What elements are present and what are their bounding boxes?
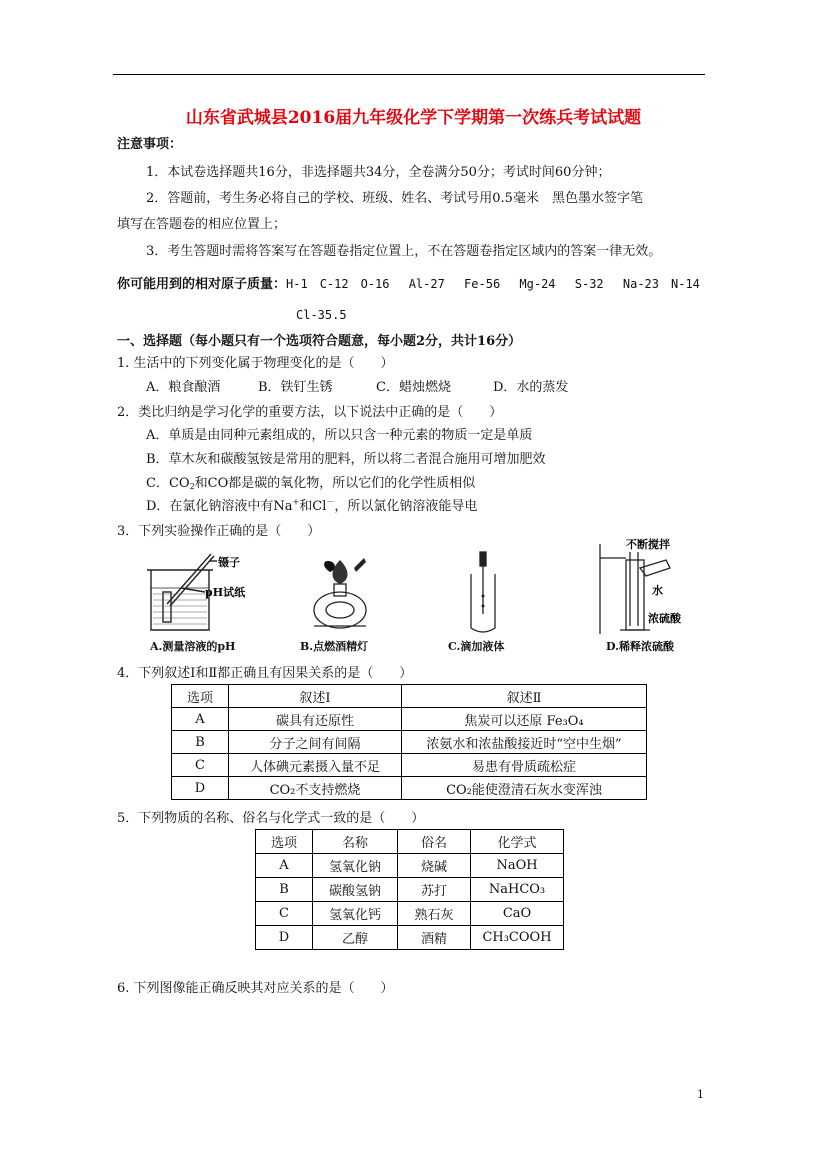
table-header: 选项 bbox=[256, 830, 313, 854]
header-rule bbox=[113, 74, 705, 75]
table-row bbox=[256, 854, 564, 878]
table-row bbox=[172, 777, 647, 800]
q4-table bbox=[171, 684, 647, 800]
table-cell: CaO bbox=[471, 902, 564, 926]
table-header: 俗名 bbox=[398, 830, 471, 854]
q2-d-sup-2: － bbox=[326, 497, 335, 507]
table-cell: A bbox=[172, 708, 229, 731]
section-heading: 一、选择题（每小题只有一个选项符合题意，每小题2分，共计16分） bbox=[117, 334, 522, 349]
notice-item-1: 1．本试卷选择题共16分，非选择题共34分，全卷满分50分；考试时间60分钟； bbox=[146, 165, 611, 180]
table-cell: 苏打 bbox=[398, 878, 471, 902]
table-cell: 人体碘元素摄入量不足 bbox=[229, 754, 402, 777]
table-cell: C bbox=[256, 902, 313, 926]
table-cell: 浓氨水和浓盐酸接近时“空中生烟” bbox=[402, 731, 647, 754]
q1-stem: 1. 生活中的下列变化属于物理变化的是（ ） bbox=[117, 356, 394, 371]
q2-option-c bbox=[146, 472, 475, 491]
table-row bbox=[172, 731, 647, 754]
label-stir: 不断搅拌 bbox=[626, 538, 670, 551]
caption-c: C.滴加液体 bbox=[448, 640, 505, 653]
q1-option-d: D．水的蒸发 bbox=[493, 380, 569, 395]
table-cell: B bbox=[172, 731, 229, 754]
table-cell: 氢氧化钠 bbox=[313, 854, 398, 878]
table-header: 选项 bbox=[172, 685, 229, 708]
table-header-row bbox=[172, 685, 647, 708]
table-cell: 乙醇 bbox=[313, 926, 398, 950]
table-row bbox=[256, 878, 564, 902]
table-row bbox=[172, 754, 647, 777]
notice-item-3: 3．考生答题时需将答案写在答题卷指定位置上，不在答题卷指定区域内的答案一律无效。 bbox=[146, 244, 662, 259]
atomic-mass-cl: Cl-35.5 bbox=[296, 308, 347, 322]
q2-option-a: A．单质是由同种元素组成的，所以只含一种元素的物质一定是单质 bbox=[146, 428, 533, 443]
notice-item-2-cont: 填写在答题卷的相应位置上； bbox=[117, 217, 287, 232]
label-acid: 浓硫酸 bbox=[648, 612, 681, 625]
table-cell: CO₂不支持燃烧 bbox=[229, 777, 402, 800]
q2-d-text-3: ，所以氯化钠溶液能导电 bbox=[334, 499, 478, 514]
label-tweezers: 镊子 bbox=[218, 556, 240, 569]
table-cell: 碳具有还原性 bbox=[229, 708, 402, 731]
figure-ph-measure bbox=[145, 548, 265, 638]
caption-b: B.点燃酒精灯 bbox=[300, 640, 369, 653]
table-cell: 碳酸氢钠 bbox=[313, 878, 398, 902]
q2-option-b: B．草木灰和碳酸氢铵是常用的肥料，所以将二者混合施用可增加肥效 bbox=[146, 452, 546, 467]
table-header: 化学式 bbox=[471, 830, 564, 854]
table-row bbox=[256, 902, 564, 926]
label-ph-paper: pH试纸 bbox=[205, 586, 246, 599]
table-cell: NaHCO₃ bbox=[471, 878, 564, 902]
q2-stem: 2．类比归纳是学习化学的重要方法，以下说法中正确的是（ ） bbox=[117, 405, 503, 420]
q5-stem: 5．下列物质的名称、俗名与化学式一致的是（ ） bbox=[117, 811, 425, 826]
q2-c-text-2: 和CO都是碳的氧化物，所以它们的化学性质相似 bbox=[194, 476, 476, 491]
table-cell: B bbox=[256, 878, 313, 902]
q3-stem: 3．下列实验操作正确的是（ ） bbox=[117, 524, 321, 539]
q2-d-sup: + bbox=[292, 497, 300, 507]
q2-option-d bbox=[146, 495, 477, 514]
table-cell: 氢氧化钙 bbox=[313, 902, 398, 926]
table-cell: 易患有骨质疏松症 bbox=[402, 754, 647, 777]
table-cell: D bbox=[172, 777, 229, 800]
notice-heading: 注意事项： bbox=[117, 137, 183, 152]
q6-stem: 6. 下列图像能正确反映其对应关系的是（ ） bbox=[117, 981, 394, 996]
notice-item-2: 2．答题前，考生务必将自己的学校、班级、姓名、考试号用0.5毫米 黑色墨水签字笔 bbox=[146, 191, 643, 206]
caption-d: D.稀释浓硫酸 bbox=[606, 640, 674, 653]
table-cell: CH₃COOH bbox=[471, 926, 564, 950]
q4-stem: 4．下列叙述Ⅰ和Ⅱ都正确且有因果关系的是（ ） bbox=[117, 666, 413, 681]
figure-alcohol-lamp bbox=[300, 548, 380, 638]
atomic-masses-label: 你可能用到的相对原子质量： bbox=[117, 277, 287, 292]
q2-d-text: D．在氯化钠溶液中有Na bbox=[146, 499, 293, 514]
q5-table bbox=[255, 829, 564, 950]
atomic-masses bbox=[117, 273, 700, 292]
table-cell: NaOH bbox=[471, 854, 564, 878]
table-cell: 分子之间有间隔 bbox=[229, 731, 402, 754]
table-row bbox=[172, 708, 647, 731]
table-cell: C bbox=[172, 754, 229, 777]
atomic-masses-values: H-1 C-12 O-16 Al-27 Fe-56 Mg-24 S-32 Na-23 N-14 bbox=[286, 277, 700, 291]
page-number: 1 bbox=[697, 1088, 704, 1101]
table-header: 叙述Ⅱ bbox=[402, 685, 647, 708]
table-cell: 烧碱 bbox=[398, 854, 471, 878]
table-cell: 焦炭可以还原 Fe₃O₄ bbox=[402, 708, 647, 731]
page-title: 山东省武城县2016届九年级化学下学期第一次练兵考试试题 bbox=[185, 108, 642, 128]
table-cell: A bbox=[256, 854, 313, 878]
figure-dropper bbox=[465, 548, 505, 638]
table-header: 名称 bbox=[313, 830, 398, 854]
q1-option-a: A．粮食酿酒 bbox=[146, 380, 221, 395]
table-cell: CO₂能使澄清石灰水变浑浊 bbox=[402, 777, 647, 800]
caption-a: A.测量溶液的pH bbox=[150, 640, 236, 653]
table-header-row bbox=[256, 830, 564, 854]
q2-c-sub: 2 bbox=[189, 482, 195, 491]
q1-option-b: B．铁钉生锈 bbox=[258, 380, 333, 395]
table-row bbox=[256, 926, 564, 950]
q2-d-text-2: 和Cl bbox=[299, 499, 327, 514]
figure-dilute-acid bbox=[580, 538, 690, 638]
label-water: 水 bbox=[652, 584, 663, 597]
table-cell: D bbox=[256, 926, 313, 950]
table-cell: 酒精 bbox=[398, 926, 471, 950]
table-cell: 熟石灰 bbox=[398, 902, 471, 926]
q2-c-text: C．CO bbox=[146, 476, 190, 491]
table-header: 叙述Ⅰ bbox=[229, 685, 402, 708]
q1-option-c: C．蜡烛燃烧 bbox=[376, 380, 451, 395]
